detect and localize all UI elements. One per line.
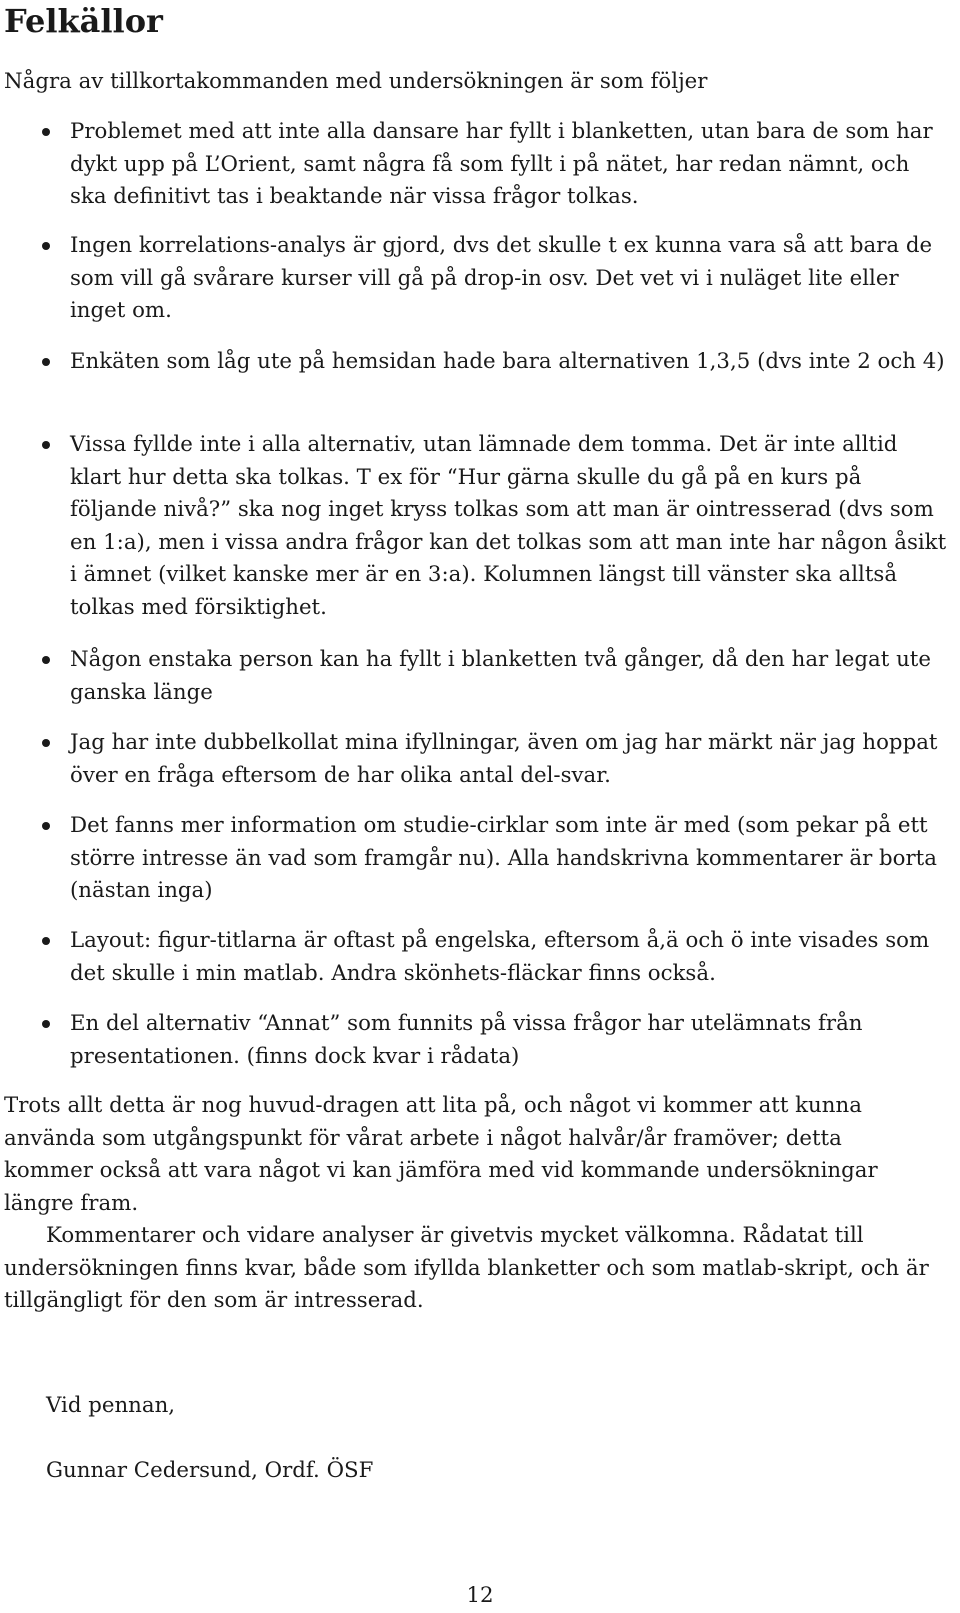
list-item-text: Någon enstaka person kan ha fyllt i blanketten två gånger, då den har legat ute ganska länge (70, 647, 931, 705)
section-heading: Felkällor (4, 2, 163, 40)
signature-text: Gunnar Cedersund, Ordf. ÖSF (46, 1458, 374, 1483)
bullet-icon (42, 937, 50, 945)
list-item (70, 810, 950, 908)
list-item-text: Det fanns mer information om studie-cirklar som inte är med (som pekar på ett större intresse än vad som framgår nu). Alla handskrivna kommentarer är borta (nästan inga) (70, 813, 937, 903)
list-item-text: Jag har inte dubbelkollat mina ifyllningar, även om jag har märkt när jag hoppat över en fråga eftersom de har olika antal del-svar. (70, 730, 938, 788)
intro-text: Några av tillkortakommanden med undersökningen är som följer (4, 69, 708, 94)
page-number: 12 (466, 1583, 494, 1608)
list-item (70, 1008, 950, 1073)
bullet-icon (42, 1020, 50, 1028)
bullet-icon (42, 656, 50, 664)
comments-paragraph: Kommentarer och vidare analyser är givetvis mycket välkomna. Rådatat till undersökningen finns kvar, både som ifyllda blanketter och som matlab-skript, och är tillgängligt för den som är intresserad. (4, 1223, 929, 1313)
list-item-text: Layout: figur-titlarna är oftast på engelska, eftersom å,ä och ö inte visades som det skulle i min matlab. Andra skönhets-fläckar finns också. (70, 928, 930, 986)
list-item-text: En del alternativ “Annat” som funnits på vissa frågor har utelämnats från presentationen. (finns dock kvar i rådata) (70, 1011, 863, 1069)
bullet-icon (42, 242, 50, 250)
list-item (70, 644, 950, 709)
bullet-icon (42, 441, 50, 449)
list-item-text: Vissa fyllde inte i alla alternativ, utan lämnade dem tomma. Det är inte alltid klart hur detta ska tolkas. T ex för “Hur gärna skulle du gå på en kurs på följande nivå?” ska nog inget kryss tolkas som att man är ointresserad (dvs som en 1:a), men i vissa andra frågor kan det tolkas som att man inte har någon åsikt i ämnet (vilket kanske mer är en 3:a). Kolumnen längst till vänster ska alltså tolkas med försiktighet. (70, 432, 947, 620)
list-item-text: Ingen korrelations-analys är gjord, dvs det skulle t ex kunna vara så att bara de som vill gå svårare kurser vill gå på drop-in osv. Det vet vi i nuläget lite eller inget om. (70, 233, 933, 323)
list-item (70, 346, 950, 379)
list-item-text: Enkäten som låg ute på hemsidan hade bara alternativen 1,3,5 (dvs inte 2 och 4) (70, 349, 945, 374)
list-item-text: Problemet med att inte alla dansare har fyllt i blanketten, utan bara de som har dykt upp på L’Orient, samt några få som fyllt i på nätet, har redan nämnt, och ska definitivt tas i beaktande när vissa frågor tolkas. (70, 119, 933, 209)
list-item (70, 727, 950, 792)
bullet-icon (42, 739, 50, 747)
list-item (70, 116, 950, 214)
bullet-icon (42, 128, 50, 136)
list-item (70, 429, 950, 624)
summary-paragraph: Trots allt detta är nog huvud-dragen att lita på, och något vi kommer att kunna använda som utgångspunkt för vårat arbete i något halvår/år framöver; detta kommer också att vara något vi kan jämföra med vid kommande undersökningar längre fram. (4, 1093, 878, 1216)
closing-text: Vid pennan, (46, 1393, 176, 1418)
bullet-icon (42, 822, 50, 830)
list-item (70, 925, 950, 990)
list-item (70, 230, 950, 328)
bullet-icon (42, 358, 50, 366)
